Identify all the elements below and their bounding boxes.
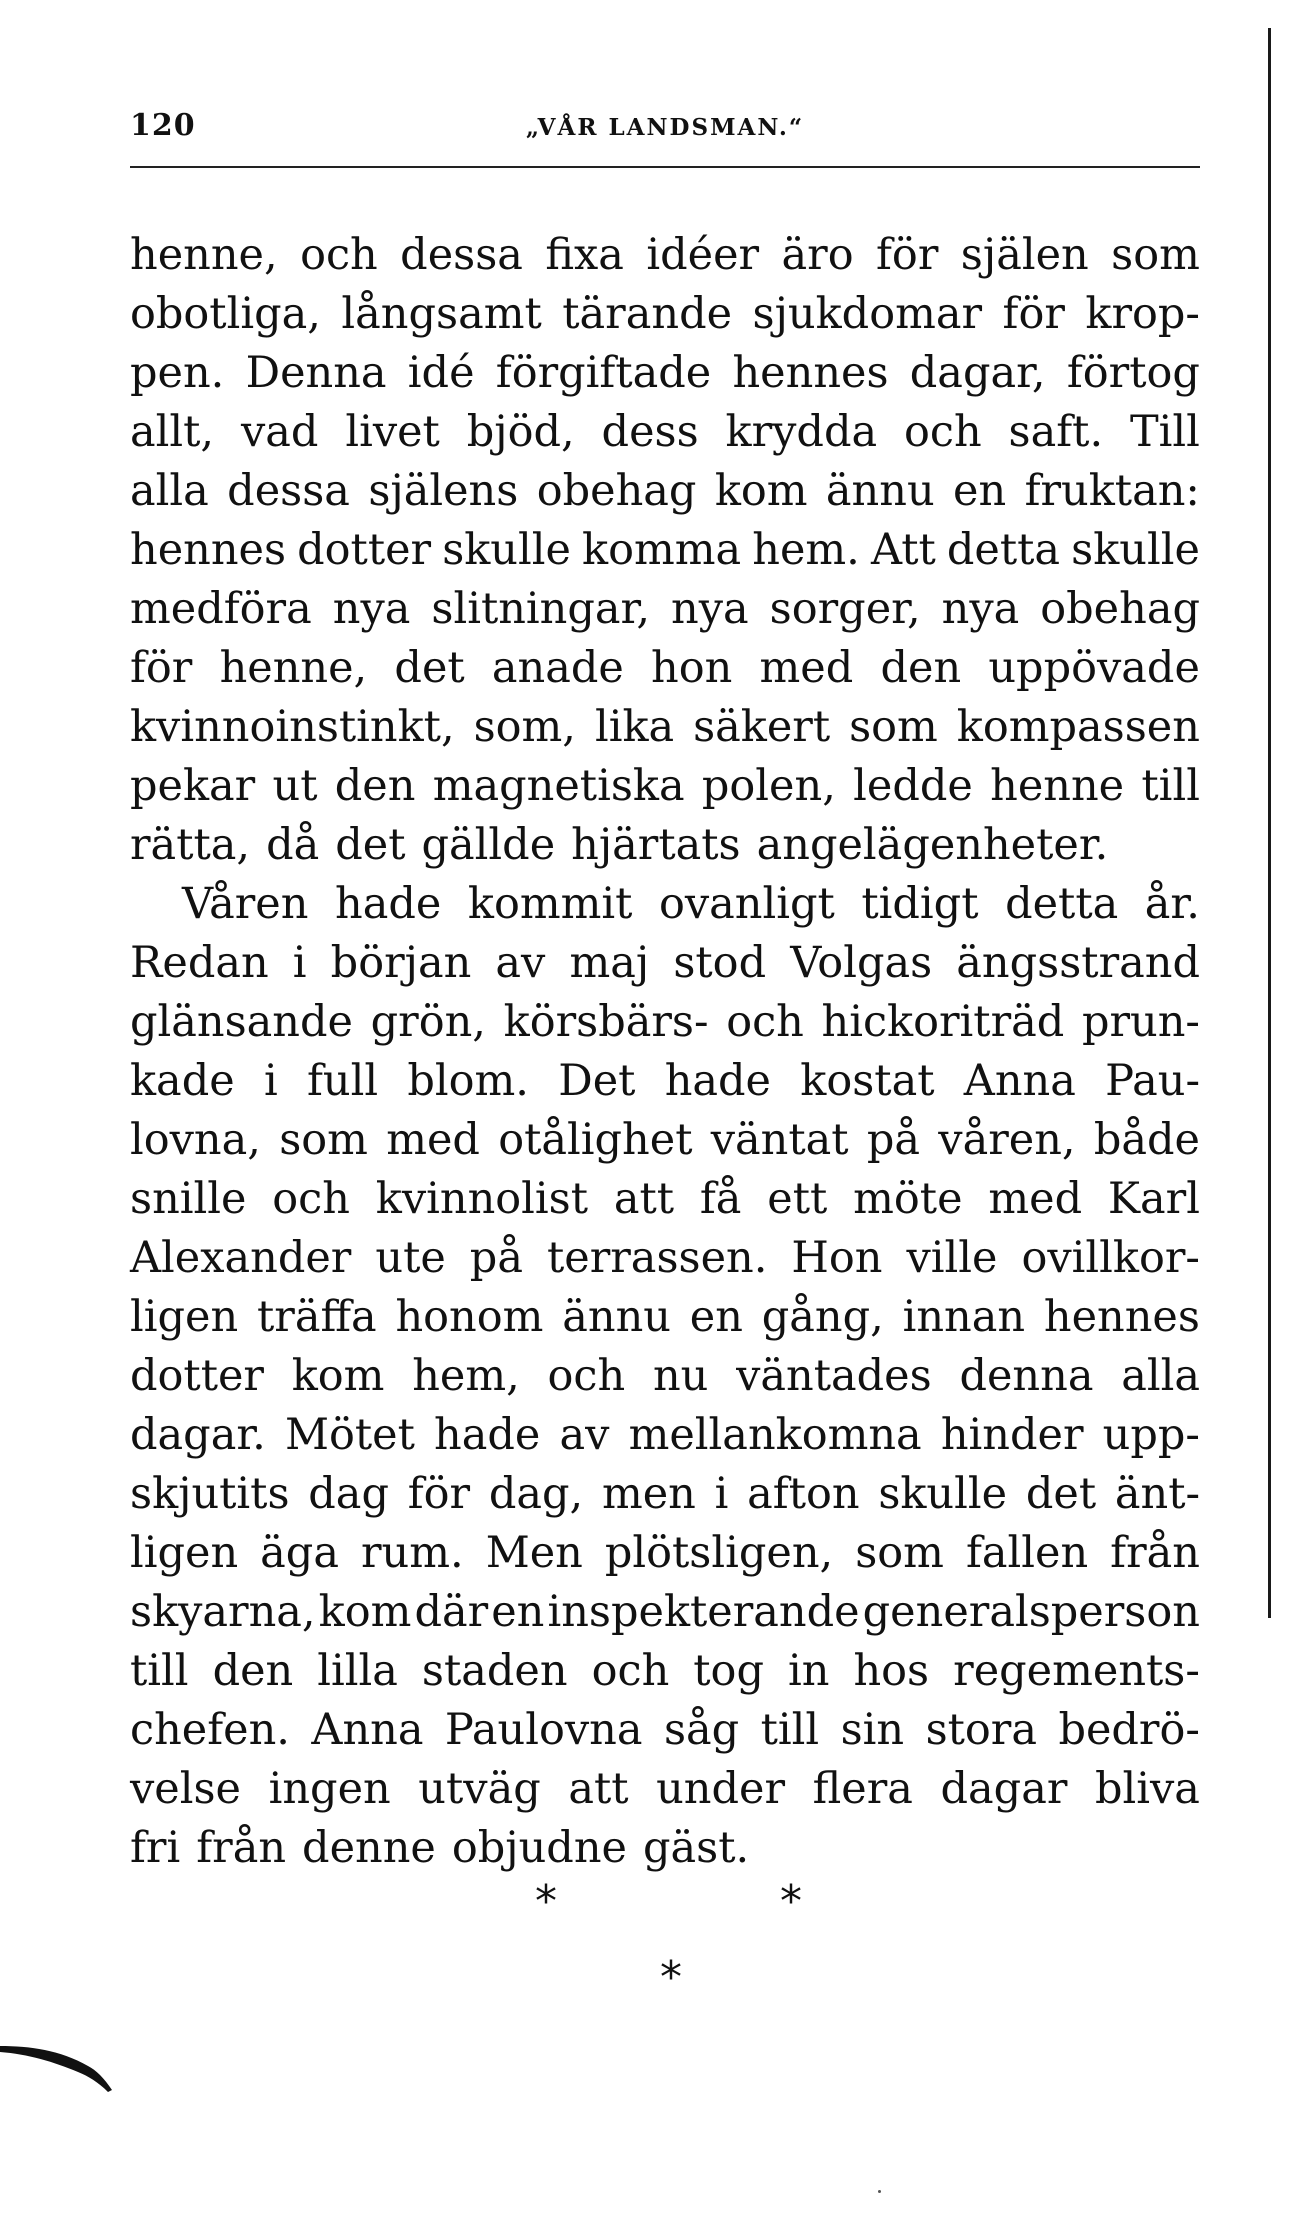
word: henne [990, 761, 1125, 811]
word: hon [651, 643, 733, 693]
word: dagar [940, 1764, 1068, 1814]
word: krydda [725, 407, 878, 457]
asterisk: * [660, 1952, 682, 2003]
page-header [130, 108, 1200, 158]
text-line [130, 993, 1200, 1052]
word: och [272, 1174, 350, 1224]
word: det [1025, 1469, 1097, 1519]
word: den [212, 1646, 294, 1696]
word: ligen [130, 1292, 239, 1342]
word: till [130, 1646, 189, 1696]
word: Hon [791, 1233, 883, 1283]
word: plötsligen, [604, 1528, 834, 1578]
word: prun- [1081, 997, 1200, 1047]
word: detta [1005, 879, 1119, 929]
word: i [714, 1469, 729, 1519]
word: hem, [412, 1351, 520, 1401]
word: för [876, 230, 939, 280]
word: i [263, 1056, 278, 1106]
word: hinder [940, 1410, 1084, 1460]
word: hennes [130, 525, 287, 575]
word: från [196, 1823, 287, 1873]
word: dag [308, 1469, 389, 1519]
text-line [130, 1583, 1200, 1642]
text-line [130, 403, 1200, 462]
word: nya [941, 584, 1020, 634]
word: Karl [1107, 1174, 1200, 1224]
word: till [1141, 761, 1200, 811]
word: förtog [1066, 348, 1200, 398]
word: lilla [317, 1646, 398, 1696]
word: henne, [219, 643, 368, 693]
word: ännu [825, 466, 935, 516]
word: rum. [360, 1528, 464, 1578]
word: ängsstrand [956, 938, 1200, 988]
word: nu [652, 1351, 709, 1401]
word: men [601, 1469, 696, 1519]
word: dessa [227, 466, 350, 516]
word: hem. [752, 525, 860, 575]
word: Volgas [790, 938, 933, 988]
word: hade [335, 879, 442, 929]
word: stod [673, 938, 767, 988]
word: skulle [442, 525, 571, 575]
word: ledde [853, 761, 973, 811]
word: våren, [938, 1115, 1076, 1165]
text-line [130, 698, 1200, 757]
word: början [330, 938, 472, 988]
word: dessa [400, 230, 523, 280]
word: och [904, 407, 982, 457]
word: afton [747, 1469, 860, 1519]
word: fruktan: [1024, 466, 1200, 516]
word: träffa [256, 1292, 377, 1342]
word: gällde [421, 820, 556, 870]
word: änt- [1114, 1469, 1200, 1519]
word: en [689, 1292, 743, 1342]
word: förgiftade [495, 348, 712, 398]
word: Pau- [1105, 1056, 1200, 1106]
text-line [130, 1406, 1200, 1465]
word: regements- [953, 1646, 1200, 1696]
word: kade [130, 1056, 235, 1106]
word: som [1111, 230, 1200, 280]
word: att [613, 1174, 675, 1224]
word: utväg [418, 1764, 541, 1814]
word: det [335, 820, 406, 870]
word: för [1002, 289, 1065, 339]
word: Denna [245, 348, 387, 398]
word: äga [260, 1528, 339, 1578]
word: grön, [370, 997, 486, 1047]
text-line [130, 285, 1200, 344]
text-line [130, 1701, 1200, 1760]
word: tidigt [861, 879, 979, 929]
word: på [469, 1233, 523, 1283]
word: i [292, 938, 307, 988]
word: skyarna, [130, 1587, 316, 1637]
word: kvinnolist [375, 1174, 589, 1224]
word: kommit [467, 879, 633, 929]
word: ute [375, 1233, 446, 1283]
ink-mark [0, 2040, 120, 2100]
word: flera [812, 1764, 913, 1814]
word: full [306, 1056, 379, 1106]
word: år. [1144, 879, 1200, 929]
word: såg [663, 1705, 740, 1755]
word: ännu [562, 1292, 671, 1342]
running-title: „VÅR LANDSMAN.“ [525, 114, 805, 141]
word: för [407, 1469, 471, 1519]
word: säkert [693, 702, 831, 752]
word: ingen [268, 1764, 391, 1814]
word: Men [485, 1528, 583, 1578]
word: och [300, 230, 378, 280]
word: otålighet [498, 1115, 693, 1165]
word: kom [318, 1587, 412, 1637]
word: kom [291, 1351, 385, 1401]
word: tog [693, 1646, 764, 1696]
word: magnetiska [432, 761, 685, 811]
word: ville [906, 1233, 998, 1283]
word: allt, [130, 407, 215, 457]
word: Det [558, 1056, 636, 1106]
word: Redan [130, 938, 269, 988]
word: som, [473, 702, 576, 752]
word: och [726, 997, 804, 1047]
text-line [130, 934, 1200, 993]
text-line [130, 816, 1200, 875]
word: nya [332, 584, 411, 634]
word: dagar, [909, 348, 1046, 398]
text-line [130, 1465, 1200, 1524]
word: skjutits [130, 1469, 290, 1519]
text-line [130, 639, 1200, 698]
word: som [849, 702, 938, 752]
word: idéer [646, 230, 760, 280]
word: polen, [701, 761, 836, 811]
word: långsamt [341, 289, 542, 339]
body-text [130, 226, 1200, 1878]
word: då [266, 820, 320, 870]
text-line [130, 1524, 1200, 1583]
word: äro [781, 230, 854, 280]
word: från [1110, 1528, 1200, 1578]
word: det [394, 643, 465, 693]
word: snille [130, 1174, 247, 1224]
text-line [130, 1229, 1200, 1288]
word: dagar. [130, 1410, 266, 1460]
word: obehag [536, 466, 697, 516]
word: blom. [407, 1056, 529, 1106]
word: sjukdomar [752, 289, 983, 339]
word: hos [853, 1646, 930, 1696]
word: uppövade [988, 643, 1200, 693]
word: innan [902, 1292, 1026, 1342]
word: för [130, 643, 193, 693]
word: ut [272, 761, 318, 811]
word: som [279, 1115, 368, 1165]
word: själens [368, 466, 519, 516]
word: både [1093, 1115, 1200, 1165]
word: kom [714, 466, 808, 516]
word: inspekterande [547, 1587, 860, 1637]
word: maj [569, 938, 650, 988]
word: lovna, [130, 1115, 261, 1165]
text-line [130, 1347, 1200, 1406]
word: bjöd, [466, 407, 575, 457]
word: Våren [182, 879, 309, 929]
word: Paulovna [444, 1705, 643, 1755]
word: idé [407, 348, 475, 398]
word: Alexander [130, 1233, 352, 1283]
word: den [880, 643, 962, 693]
text-line [130, 1819, 1200, 1878]
word: nya [671, 584, 749, 634]
word: själen [960, 230, 1089, 280]
word: och [591, 1646, 670, 1696]
word: livet [345, 407, 440, 457]
asterisk: * [780, 1876, 802, 1927]
word: mellankomna [628, 1410, 922, 1460]
word: lika [594, 702, 675, 752]
word: glänsande [130, 997, 353, 1047]
word: där [414, 1587, 489, 1637]
word: fixa [545, 230, 624, 280]
word: kvinnoinstinkt, [130, 702, 455, 752]
word: honom [395, 1292, 544, 1342]
word: skulle [1071, 525, 1200, 575]
asterisk: * [535, 1876, 557, 1927]
word: alla [130, 466, 209, 516]
word: denne [302, 1823, 436, 1873]
word: komma [582, 525, 742, 575]
word: hade [664, 1056, 772, 1106]
text-line [130, 1052, 1200, 1111]
word: sorger, [769, 584, 921, 634]
word: hennes [732, 348, 889, 398]
text-line [130, 757, 1200, 816]
word: ett [767, 1174, 828, 1224]
word: den [334, 761, 416, 811]
word: bedrö- [1058, 1705, 1200, 1755]
word: av [495, 938, 546, 988]
word: kostat [800, 1056, 935, 1106]
word: som [855, 1528, 944, 1578]
word: tärande [562, 289, 733, 339]
word: saft. [1008, 407, 1104, 457]
word: med [759, 643, 854, 693]
word: hennes [1043, 1292, 1200, 1342]
word: till [760, 1705, 820, 1755]
word: få [699, 1174, 742, 1224]
word: henne, [130, 230, 278, 280]
word: sin [840, 1705, 905, 1755]
text-line [130, 1111, 1200, 1170]
word: skulle [878, 1469, 1008, 1519]
word: en [953, 466, 1007, 516]
word: Mötet [284, 1410, 415, 1460]
word: stora [925, 1705, 1037, 1755]
word: ligen [130, 1528, 239, 1578]
header-rule [130, 166, 1200, 168]
text-line [130, 344, 1200, 403]
word: Till [1130, 407, 1200, 457]
word: under [656, 1764, 786, 1814]
text-line [130, 1170, 1200, 1229]
word: med [988, 1174, 1083, 1224]
word: gång, [761, 1292, 884, 1342]
word: dag, [488, 1469, 584, 1519]
word: ovanligt [658, 879, 835, 929]
word: rätta, [130, 820, 251, 870]
word: fallen [965, 1528, 1089, 1578]
word: på [866, 1115, 921, 1165]
word: hade [434, 1410, 541, 1460]
word: väntades [736, 1351, 932, 1401]
page-number: 120 [130, 108, 196, 143]
text-line [130, 462, 1200, 521]
word: kompassen [956, 702, 1200, 752]
paper-speck [878, 2190, 881, 2193]
text-line [130, 1288, 1200, 1347]
word: Att [870, 525, 936, 575]
text-line [130, 580, 1200, 639]
word: att [568, 1764, 629, 1814]
word: velse [130, 1764, 242, 1814]
word: bliva [1094, 1764, 1200, 1814]
word: dotter [297, 525, 432, 575]
word: Anna [311, 1705, 424, 1755]
word: alla [1121, 1351, 1200, 1401]
text-line [130, 1642, 1200, 1701]
word: dess [601, 407, 699, 457]
text-line [130, 521, 1200, 580]
word: hickoriträd [821, 997, 1065, 1047]
word: en [491, 1587, 545, 1637]
word: medföra [130, 584, 312, 634]
word: pekar [130, 761, 256, 811]
word: fri [130, 1823, 181, 1873]
word: dotter [130, 1351, 264, 1401]
word: terrassen. [546, 1233, 768, 1283]
word: objudne [451, 1823, 627, 1873]
word: slitningar, [431, 584, 651, 634]
scan-edge-line [1268, 28, 1271, 1618]
word: och [547, 1351, 626, 1401]
word: denna [959, 1351, 1094, 1401]
word: hjärtats [571, 820, 741, 870]
text-line [130, 875, 1200, 934]
word: vad [240, 407, 319, 457]
word: möte [853, 1174, 963, 1224]
word: med [386, 1115, 480, 1165]
word: av [559, 1410, 610, 1460]
text-line [130, 226, 1200, 285]
word: anade [491, 643, 624, 693]
word: chefen. [130, 1705, 290, 1755]
word: körsbärs- [503, 997, 709, 1047]
word: angelägenheter. [756, 820, 1109, 870]
word: in [788, 1646, 830, 1696]
section-break [130, 1876, 1200, 2020]
word: krop- [1085, 289, 1200, 339]
word: gäst. [642, 1823, 750, 1873]
word: obotliga, [130, 289, 321, 339]
word: generalsperson [862, 1587, 1200, 1637]
word: obehag [1040, 584, 1200, 634]
word: väntat [710, 1115, 849, 1165]
word: upp- [1102, 1410, 1200, 1460]
word: Anna [963, 1056, 1076, 1106]
word: detta [946, 525, 1061, 575]
text-line [130, 1760, 1200, 1819]
word: ovillkor- [1021, 1233, 1200, 1283]
word: pen. [130, 348, 225, 398]
word: staden [421, 1646, 568, 1696]
